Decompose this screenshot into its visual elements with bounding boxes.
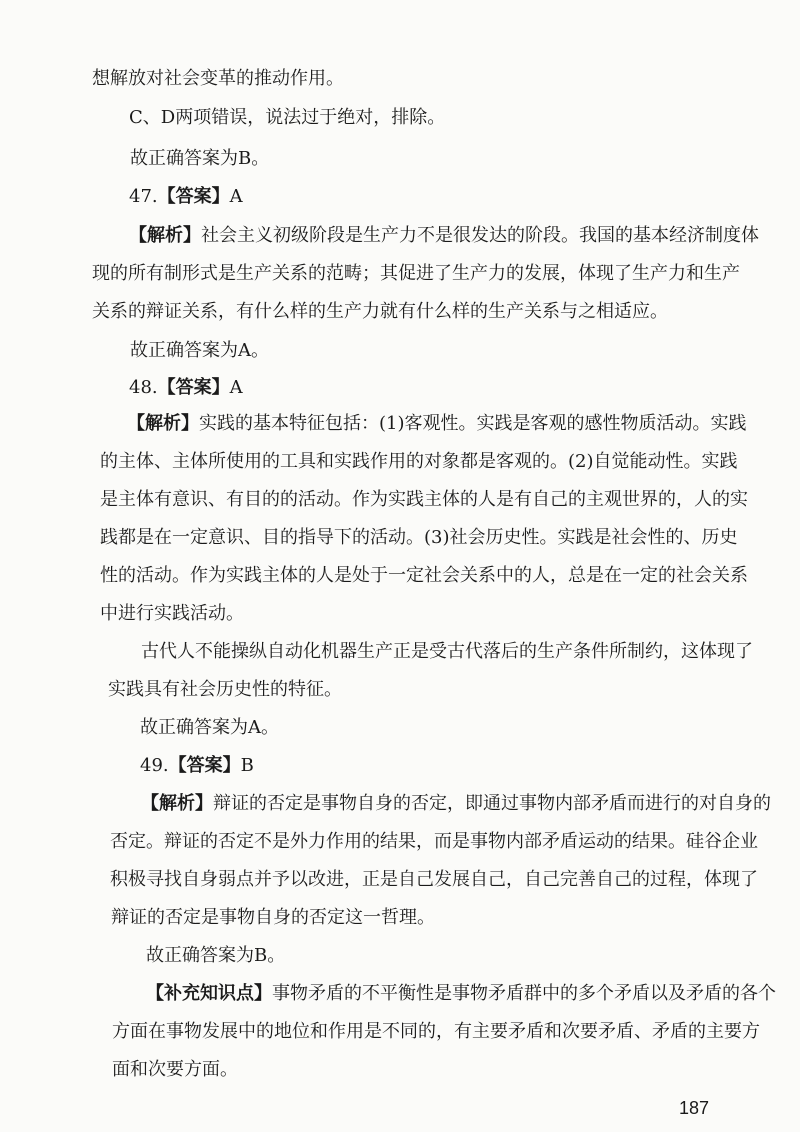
text-line: 【解析】社会主义初级阶段是生产力不是很发达的阶段。我国的基本经济制度体 xyxy=(129,225,759,246)
page-number: 187 xyxy=(679,1098,710,1118)
answer-heading-47: 47.【答案】A xyxy=(129,186,243,207)
conclusion-line: 故正确答案为A。 xyxy=(130,340,269,361)
text-line: 是主体有意识、有目的的活动。作为实践主体的人是有自己的主观世界的，人的实 xyxy=(100,489,748,510)
text-line: 辩证的否定是事物自身的否定这一哲理。 xyxy=(111,907,435,928)
text-line: 性的活动。作为实践主体的人是处于一定社会关系中的人，总是在一定的社会关系 xyxy=(100,565,748,586)
text-line: 方面在事物发展中的地位和作用是不同的，有主要矛盾和次要矛盾、矛盾的主要方 xyxy=(112,1021,760,1042)
text-line: 积极寻找自身弱点并予以改进，正是自己发展自己，自己完善自己的过程，体现了 xyxy=(110,869,758,890)
conclusion-line: 故正确答案为A。 xyxy=(140,717,279,738)
text-line: 中进行实践活动。 xyxy=(100,603,244,624)
text-line: 实践具有社会历史性的特征。 xyxy=(108,679,342,700)
text-line: 面和次要方面。 xyxy=(112,1059,238,1080)
text-line: 【解析】辩证的否定是事物自身的否定，即通过事物内部矛盾而进行的对自身的 xyxy=(141,793,771,814)
text-line: C、D两项错误，说法过于绝对，排除。 xyxy=(129,107,446,128)
conclusion-line: 故正确答案为B。 xyxy=(146,945,286,966)
text-line: 【补充知识点】事物矛盾的不平衡性是事物矛盾群中的多个矛盾以及矛盾的各个 xyxy=(146,983,776,1004)
answer-heading-48: 48.【答案】A xyxy=(129,377,243,398)
text-line: 想解放对社会变革的推动作用。 xyxy=(92,68,344,89)
text-line: 关系的辩证关系，有什么样的生产力就有什么样的生产关系与之相适应。 xyxy=(92,301,668,322)
text-line: 践都是在一定意识、目的指导下的活动。(3)社会历史性。实践是社会性的、历史 xyxy=(100,527,738,548)
text-line: 否定。辩证的否定不是外力作用的结果，而是事物内部矛盾运动的结果。硅谷企业 xyxy=(110,831,758,852)
text-line: 古代人不能操纵自动化机器生产正是受古代落后的生产条件所制约，这体现了 xyxy=(141,641,753,662)
text-line: 现的所有制形式是生产关系的范畴；其促进了生产力的发展，体现了生产力和生产 xyxy=(92,263,740,284)
conclusion-line: 故正确答案为B。 xyxy=(130,148,270,169)
text-line: 的主体、主体所使用的工具和实践作用的对象都是客观的。(2)自觉能动性。实践 xyxy=(100,451,738,472)
text-line: 【解析】实践的基本特征包括：(1)客观性。实践是客观的感性物质活动。实践 xyxy=(127,413,747,434)
answer-heading-49: 49.【答案】B xyxy=(140,755,254,776)
